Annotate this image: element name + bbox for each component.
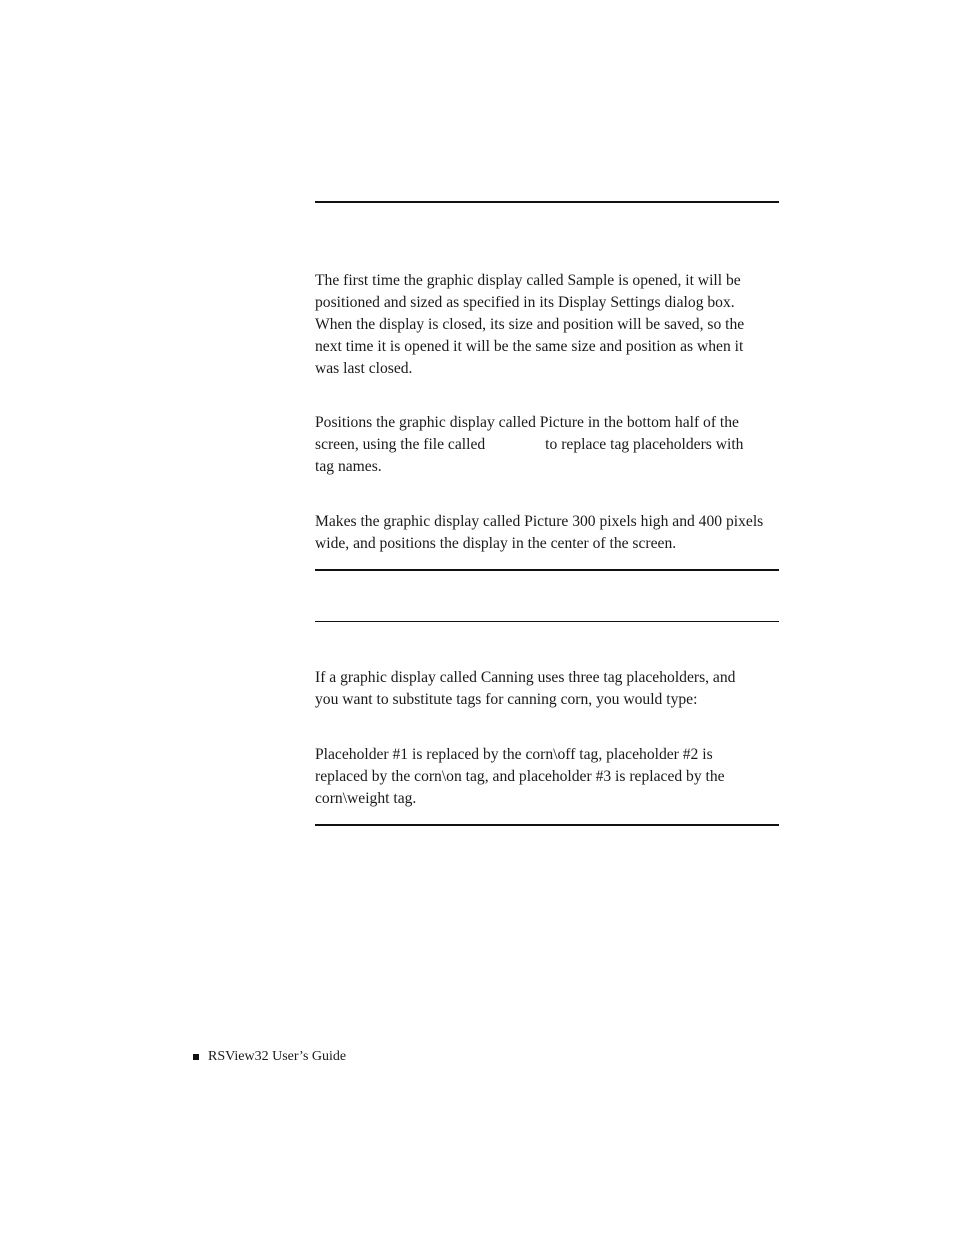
example-canning-description bbox=[315, 667, 785, 711]
text-line: corn\weight tag. bbox=[315, 790, 417, 807]
text-line: positioned and sized as specified in its Display Settings dialog box. bbox=[315, 294, 735, 311]
example-sample-description bbox=[315, 270, 785, 380]
text-line: Makes the graphic display called Picture 300 pixels high and 400 pixels bbox=[315, 513, 764, 530]
example-picture-size-description bbox=[315, 511, 785, 555]
text-line: replaced by the corn\on tag, and placeholder #3 is replaced by the bbox=[315, 768, 725, 785]
example-placeholder-description bbox=[315, 744, 785, 810]
text-line: Positions the graphic display called Picture in the bottom half of the bbox=[315, 414, 739, 431]
parameter-divider-rule bbox=[315, 621, 779, 622]
section-bottom-rule bbox=[315, 569, 779, 571]
text-line: When the display is closed, its size and position will be saved, so the bbox=[315, 316, 745, 333]
example-picture-bottom-description bbox=[315, 412, 785, 478]
section-top-rule bbox=[315, 201, 779, 203]
page-footer bbox=[193, 1047, 346, 1067]
square-bullet-icon bbox=[193, 1054, 199, 1060]
text-line: was last closed. bbox=[315, 360, 413, 377]
text-line bbox=[315, 434, 785, 456]
footer-title: RSView32 User’s Guide bbox=[208, 1049, 347, 1064]
text-line: you want to substitute tags for canning corn, you would type: bbox=[315, 691, 698, 708]
text-line: tag names. bbox=[315, 458, 382, 475]
text-line: wide, and positions the display in the center of the screen. bbox=[315, 535, 677, 552]
text-line: The first time the graphic display called Sample is opened, it will be bbox=[315, 272, 741, 289]
text-line: next time it is opened it will be the same size and position as when it bbox=[315, 338, 744, 355]
text-fragment: screen, using the file called bbox=[315, 436, 486, 453]
text-line: Placeholder #1 is replaced by the corn\off tag, placeholder #2 is bbox=[315, 746, 713, 763]
text-fragment: to replace tag placeholders with bbox=[545, 436, 744, 453]
text-line: If a graphic display called Canning uses three tag placeholders, and bbox=[315, 669, 736, 686]
section2-bottom-rule bbox=[315, 824, 779, 826]
